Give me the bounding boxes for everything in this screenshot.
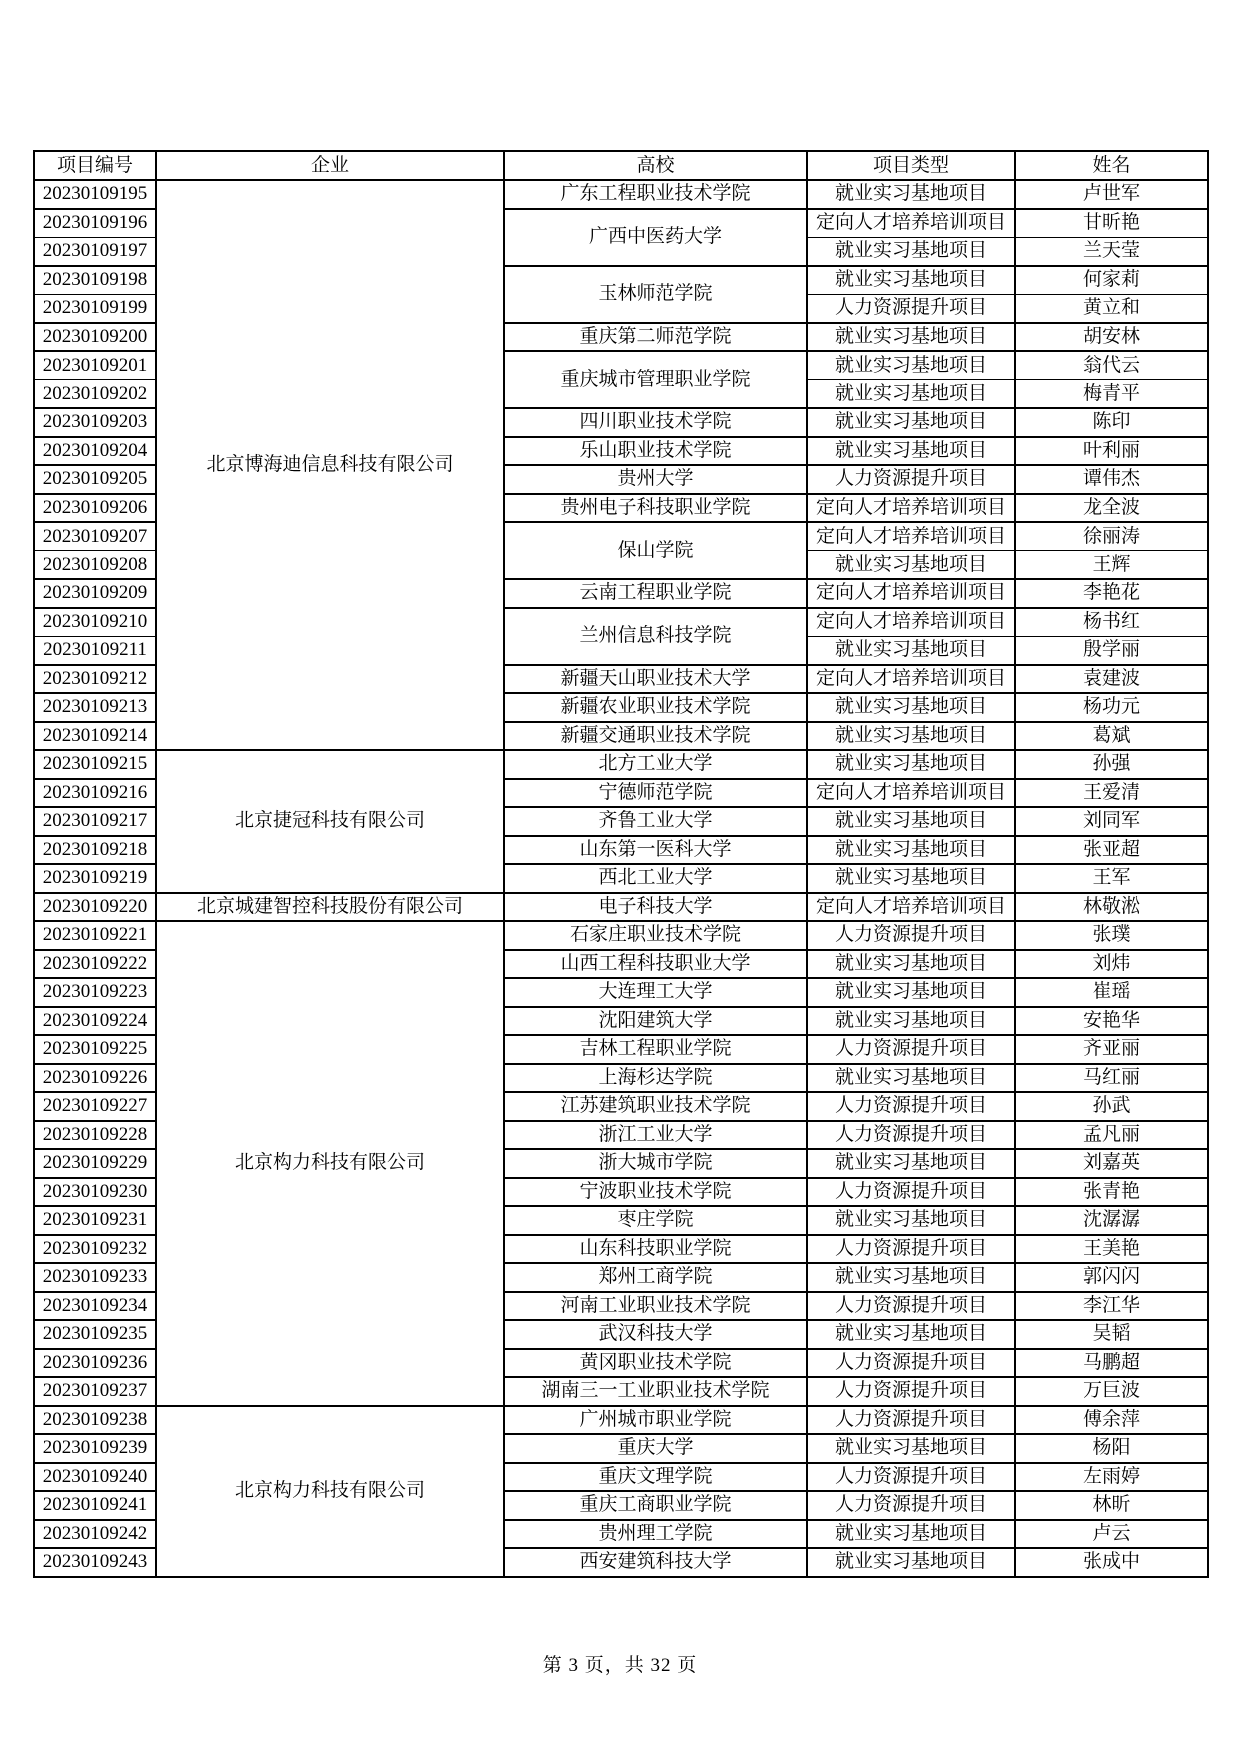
cell-project-type: 人力资源提升项目 (807, 1377, 1015, 1406)
cell-person-name: 杨阳 (1015, 1434, 1208, 1463)
cell-project-type: 就业实习基地项目 (807, 351, 1015, 380)
cell-project-id: 20230109215 (34, 750, 156, 779)
cell-project-type: 就业实习基地项目 (807, 836, 1015, 865)
table-row (34, 180, 1208, 209)
cell-school: 山西工程科技职业大学 (504, 950, 807, 979)
cell-school: 郑州工商学院 (504, 1263, 807, 1292)
cell-project-id: 20230109200 (34, 323, 156, 352)
cell-school: 宁德师范学院 (504, 779, 807, 808)
cell-person-name: 陈印 (1015, 408, 1208, 437)
cell-project-type: 人力资源提升项目 (807, 294, 1015, 323)
cell-project-type: 就业实习基地项目 (807, 1520, 1015, 1549)
cell-person-name: 沈潺潺 (1015, 1206, 1208, 1235)
cell-school: 新疆交通职业技术学院 (504, 722, 807, 751)
cell-project-id: 20230109205 (34, 465, 156, 494)
cell-project-type: 人力资源提升项目 (807, 1292, 1015, 1321)
cell-project-id: 20230109222 (34, 950, 156, 979)
cell-school: 兰州信息科技学院 (504, 608, 807, 665)
cell-enterprise: 北京构力科技有限公司 (156, 921, 504, 1406)
cell-person-name: 傅余萍 (1015, 1406, 1208, 1435)
cell-project-id: 20230109206 (34, 494, 156, 523)
cell-project-type: 人力资源提升项目 (807, 1035, 1015, 1064)
cell-school: 乐山职业技术学院 (504, 437, 807, 466)
cell-project-id: 20230109235 (34, 1320, 156, 1349)
cell-person-name: 袁建波 (1015, 665, 1208, 694)
cell-person-name: 黄立和 (1015, 294, 1208, 323)
cell-project-type: 人力资源提升项目 (807, 1491, 1015, 1520)
cell-enterprise: 北京捷冠科技有限公司 (156, 750, 504, 893)
cell-project-type: 就业实习基地项目 (807, 950, 1015, 979)
cell-project-type: 定向人才培养培训项目 (807, 665, 1015, 694)
cell-project-type: 就业实习基地项目 (807, 1548, 1015, 1577)
cell-school: 保山学院 (504, 522, 807, 579)
table-header-row (34, 151, 1208, 180)
cell-project-id: 20230109212 (34, 665, 156, 694)
cell-project-type: 就业实习基地项目 (807, 1320, 1015, 1349)
table-row (34, 750, 1208, 779)
cell-school: 重庆第二师范学院 (504, 323, 807, 352)
cell-project-type: 人力资源提升项目 (807, 1406, 1015, 1435)
cell-project-type: 就业实习基地项目 (807, 722, 1015, 751)
cell-project-type: 就业实习基地项目 (807, 636, 1015, 665)
cell-project-type: 就业实习基地项目 (807, 551, 1015, 580)
cell-enterprise: 北京构力科技有限公司 (156, 1406, 504, 1577)
cell-person-name: 张成中 (1015, 1548, 1208, 1577)
cell-person-name: 崔瑶 (1015, 978, 1208, 1007)
cell-school: 重庆工商职业学院 (504, 1491, 807, 1520)
cell-person-name: 林敬淞 (1015, 893, 1208, 922)
cell-school: 西北工业大学 (504, 864, 807, 893)
cell-project-id: 20230109219 (34, 864, 156, 893)
cell-person-name: 王美艳 (1015, 1235, 1208, 1264)
cell-project-type: 就业实习基地项目 (807, 323, 1015, 352)
cell-project-id: 20230109195 (34, 180, 156, 209)
cell-school: 浙江工业大学 (504, 1121, 807, 1150)
cell-school: 四川职业技术学院 (504, 408, 807, 437)
cell-project-id: 20230109221 (34, 921, 156, 950)
cell-project-type: 人力资源提升项目 (807, 1235, 1015, 1264)
cell-project-id: 20230109197 (34, 237, 156, 266)
cell-school: 云南工程职业学院 (504, 579, 807, 608)
cell-person-name: 齐亚丽 (1015, 1035, 1208, 1064)
cell-project-id: 20230109240 (34, 1463, 156, 1492)
cell-project-id: 20230109203 (34, 408, 156, 437)
cell-project-type: 就业实习基地项目 (807, 1206, 1015, 1235)
cell-person-name: 杨书红 (1015, 608, 1208, 637)
cell-school: 齐鲁工业大学 (504, 807, 807, 836)
cell-project-type: 定向人才培养培训项目 (807, 579, 1015, 608)
cell-enterprise: 北京城建智控科技股份有限公司 (156, 893, 504, 922)
cell-project-id: 20230109230 (34, 1178, 156, 1207)
cell-person-name: 刘嘉英 (1015, 1149, 1208, 1178)
col-header-person-name: 姓名 (1015, 151, 1208, 180)
cell-project-type: 就业实习基地项目 (807, 408, 1015, 437)
cell-school: 武汉科技大学 (504, 1320, 807, 1349)
cell-person-name: 徐丽涛 (1015, 522, 1208, 551)
cell-project-type: 就业实习基地项目 (807, 237, 1015, 266)
cell-project-id: 20230109236 (34, 1349, 156, 1378)
cell-project-id: 20230109204 (34, 437, 156, 466)
cell-project-id: 20230109208 (34, 551, 156, 580)
cell-person-name: 谭伟杰 (1015, 465, 1208, 494)
cell-person-name: 翁代云 (1015, 351, 1208, 380)
page-number: 第 3 页，共 32 页 (542, 1655, 698, 1676)
table-row (34, 893, 1208, 922)
cell-person-name: 郭闪闪 (1015, 1263, 1208, 1292)
cell-project-type: 就业实习基地项目 (807, 1007, 1015, 1036)
col-header-project-type: 项目类型 (807, 151, 1015, 180)
cell-project-type: 定向人才培养培训项目 (807, 893, 1015, 922)
cell-person-name: 孙强 (1015, 750, 1208, 779)
cell-project-type: 就业实习基地项目 (807, 1263, 1015, 1292)
col-header-school: 高校 (504, 151, 807, 180)
cell-school: 沈阳建筑大学 (504, 1007, 807, 1036)
cell-project-id: 20230109242 (34, 1520, 156, 1549)
cell-person-name: 何家莉 (1015, 266, 1208, 295)
cell-project-type: 就业实习基地项目 (807, 750, 1015, 779)
cell-person-name: 殷学丽 (1015, 636, 1208, 665)
table-row (34, 1406, 1208, 1435)
cell-project-id: 20230109196 (34, 209, 156, 238)
cell-project-type: 就业实习基地项目 (807, 807, 1015, 836)
cell-school: 黄冈职业技术学院 (504, 1349, 807, 1378)
cell-project-type: 就业实习基地项目 (807, 180, 1015, 209)
cell-school: 玉林师范学院 (504, 266, 807, 323)
cell-person-name: 王爱清 (1015, 779, 1208, 808)
cell-project-type: 人力资源提升项目 (807, 1092, 1015, 1121)
cell-school: 贵州大学 (504, 465, 807, 494)
cell-project-id: 20230109231 (34, 1206, 156, 1235)
cell-person-name: 龙全波 (1015, 494, 1208, 523)
cell-person-name: 马红丽 (1015, 1064, 1208, 1093)
cell-person-name: 刘炜 (1015, 950, 1208, 979)
cell-project-id: 20230109239 (34, 1434, 156, 1463)
cell-person-name: 叶利丽 (1015, 437, 1208, 466)
cell-project-id: 20230109233 (34, 1263, 156, 1292)
cell-project-type: 定向人才培养培训项目 (807, 209, 1015, 238)
cell-person-name: 林昕 (1015, 1491, 1208, 1520)
cell-project-type: 人力资源提升项目 (807, 1121, 1015, 1150)
cell-school: 石家庄职业技术学院 (504, 921, 807, 950)
cell-person-name: 杨功元 (1015, 693, 1208, 722)
cell-person-name: 卢世军 (1015, 180, 1208, 209)
cell-project-type: 就业实习基地项目 (807, 266, 1015, 295)
cell-project-id: 20230109226 (34, 1064, 156, 1093)
cell-project-type: 人力资源提升项目 (807, 465, 1015, 494)
cell-project-id: 20230109241 (34, 1491, 156, 1520)
cell-person-name: 张亚超 (1015, 836, 1208, 865)
cell-school: 山东第一医科大学 (504, 836, 807, 865)
cell-project-type: 定向人才培养培训项目 (807, 608, 1015, 637)
cell-project-id: 20230109210 (34, 608, 156, 637)
cell-person-name: 张璞 (1015, 921, 1208, 950)
cell-project-id: 20230109198 (34, 266, 156, 295)
cell-person-name: 孟凡丽 (1015, 1121, 1208, 1150)
cell-person-name: 王军 (1015, 864, 1208, 893)
cell-project-type: 就业实习基地项目 (807, 1064, 1015, 1093)
cell-school: 北方工业大学 (504, 750, 807, 779)
cell-project-id: 20230109234 (34, 1292, 156, 1321)
cell-project-id: 20230109225 (34, 1035, 156, 1064)
cell-school: 电子科技大学 (504, 893, 807, 922)
cell-person-name: 左雨婷 (1015, 1463, 1208, 1492)
cell-school: 贵州电子科技职业学院 (504, 494, 807, 523)
cell-project-id: 20230109223 (34, 978, 156, 1007)
cell-project-id: 20230109228 (34, 1121, 156, 1150)
cell-person-name: 孙武 (1015, 1092, 1208, 1121)
cell-project-id: 20230109214 (34, 722, 156, 751)
cell-school: 江苏建筑职业技术学院 (504, 1092, 807, 1121)
cell-project-id: 20230109201 (34, 351, 156, 380)
cell-person-name: 胡安林 (1015, 323, 1208, 352)
cell-person-name: 吴韬 (1015, 1320, 1208, 1349)
cell-school: 新疆天山职业技术大学 (504, 665, 807, 694)
col-header-project-id: 项目编号 (34, 151, 156, 180)
cell-person-name: 兰天莹 (1015, 237, 1208, 266)
cell-project-id: 20230109211 (34, 636, 156, 665)
cell-school: 西安建筑科技大学 (504, 1548, 807, 1577)
cell-project-type: 就业实习基地项目 (807, 864, 1015, 893)
cell-project-id: 20230109220 (34, 893, 156, 922)
cell-person-name: 卢云 (1015, 1520, 1208, 1549)
cell-school: 重庆文理学院 (504, 1463, 807, 1492)
cell-school: 宁波职业技术学院 (504, 1178, 807, 1207)
cell-project-type: 定向人才培养培训项目 (807, 779, 1015, 808)
cell-project-type: 定向人才培养培训项目 (807, 522, 1015, 551)
cell-person-name: 李江华 (1015, 1292, 1208, 1321)
cell-project-type: 人力资源提升项目 (807, 921, 1015, 950)
cell-school: 大连理工大学 (504, 978, 807, 1007)
cell-school: 广州城市职业学院 (504, 1406, 807, 1435)
cell-project-type: 就业实习基地项目 (807, 380, 1015, 409)
cell-school: 河南工业职业技术学院 (504, 1292, 807, 1321)
cell-school: 山东科技职业学院 (504, 1235, 807, 1264)
cell-school: 重庆城市管理职业学院 (504, 351, 807, 408)
cell-school: 浙大城市学院 (504, 1149, 807, 1178)
cell-project-type: 定向人才培养培训项目 (807, 494, 1015, 523)
cell-project-type: 就业实习基地项目 (807, 437, 1015, 466)
cell-project-id: 20230109229 (34, 1149, 156, 1178)
cell-project-type: 就业实习基地项目 (807, 693, 1015, 722)
cell-person-name: 马鹏超 (1015, 1349, 1208, 1378)
cell-person-name: 李艳花 (1015, 579, 1208, 608)
cell-school: 新疆农业职业技术学院 (504, 693, 807, 722)
cell-project-id: 20230109227 (34, 1092, 156, 1121)
cell-project-id: 20230109199 (34, 294, 156, 323)
col-header-enterprise: 企业 (156, 151, 504, 180)
cell-person-name: 梅青平 (1015, 380, 1208, 409)
cell-project-id: 20230109202 (34, 380, 156, 409)
cell-project-id: 20230109209 (34, 579, 156, 608)
cell-school: 枣庄学院 (504, 1206, 807, 1235)
cell-person-name: 刘同军 (1015, 807, 1208, 836)
cell-school: 广西中医药大学 (504, 209, 807, 266)
cell-school: 贵州理工学院 (504, 1520, 807, 1549)
cell-project-id: 20230109238 (34, 1406, 156, 1435)
cell-school: 湖南三一工业职业技术学院 (504, 1377, 807, 1406)
cell-school: 吉林工程职业学院 (504, 1035, 807, 1064)
projects-table (33, 150, 1209, 1578)
cell-person-name: 张青艳 (1015, 1178, 1208, 1207)
cell-project-id: 20230109224 (34, 1007, 156, 1036)
cell-project-id: 20230109216 (34, 779, 156, 808)
cell-person-name: 王辉 (1015, 551, 1208, 580)
cell-project-type: 就业实习基地项目 (807, 978, 1015, 1007)
cell-project-id: 20230109217 (34, 807, 156, 836)
cell-school: 广东工程职业技术学院 (504, 180, 807, 209)
cell-project-id: 20230109243 (34, 1548, 156, 1577)
cell-project-type: 人力资源提升项目 (807, 1463, 1015, 1492)
cell-project-id: 20230109213 (34, 693, 156, 722)
cell-project-id: 20230109218 (34, 836, 156, 865)
cell-project-type: 人力资源提升项目 (807, 1349, 1015, 1378)
cell-person-name: 甘昕艳 (1015, 209, 1208, 238)
cell-project-id: 20230109207 (34, 522, 156, 551)
cell-person-name: 葛斌 (1015, 722, 1208, 751)
cell-school: 上海杉达学院 (504, 1064, 807, 1093)
table-row (34, 921, 1208, 950)
cell-person-name: 安艳华 (1015, 1007, 1208, 1036)
cell-project-id: 20230109232 (34, 1235, 156, 1264)
cell-project-type: 就业实习基地项目 (807, 1149, 1015, 1178)
cell-project-type: 就业实习基地项目 (807, 1434, 1015, 1463)
cell-enterprise: 北京博海迪信息科技有限公司 (156, 180, 504, 750)
cell-school: 重庆大学 (504, 1434, 807, 1463)
cell-project-id: 20230109237 (34, 1377, 156, 1406)
cell-person-name: 万巨波 (1015, 1377, 1208, 1406)
cell-project-type: 人力资源提升项目 (807, 1178, 1015, 1207)
